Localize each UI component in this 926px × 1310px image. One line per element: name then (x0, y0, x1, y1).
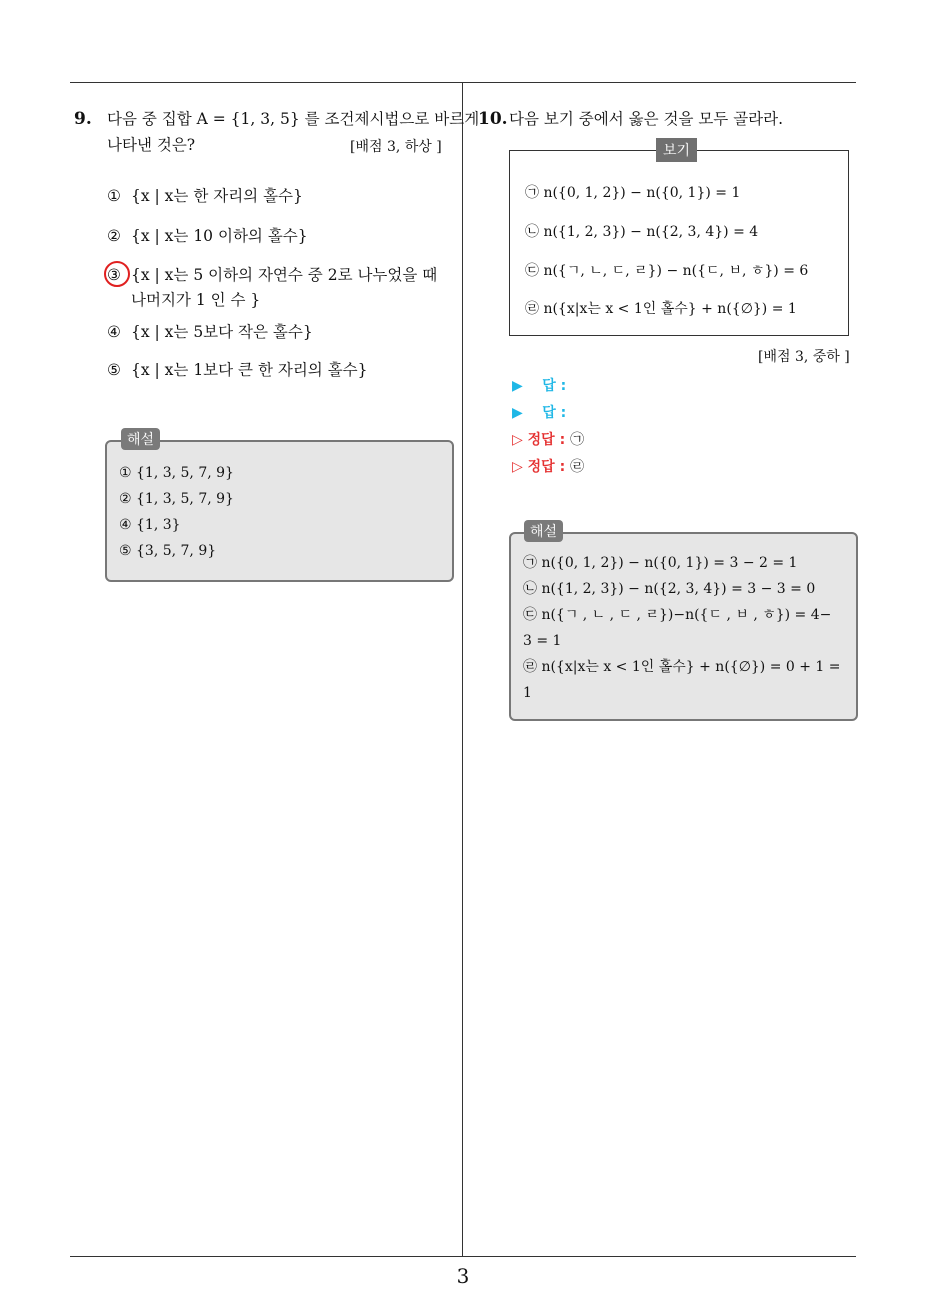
answer-row-1 (512, 375, 566, 395)
correct-answer-row-1 (512, 429, 584, 449)
choice-text: {x | x는 5 이하의 자연수 중 2로 나누었을 때 (131, 266, 438, 284)
answer-label: 정답 : (527, 432, 566, 448)
top-rule (70, 82, 856, 83)
q9-choice-2[interactable] (107, 224, 308, 246)
bogi-item: ㉢ n({ㄱ, ㄴ, ㄷ, ㄹ}) − n({ㄷ, ㅂ, ㅎ}) = 6 (525, 263, 809, 279)
page-number: 3 (456, 1264, 470, 1288)
q9-choice-1[interactable] (107, 184, 303, 206)
q9-solution-box (105, 440, 454, 582)
solution-line: 1 (523, 685, 532, 701)
answer-row-2 (512, 402, 566, 422)
solution-line: ㉢ n({ㄱ , ㄴ , ㄷ , ㄹ})−n({ㄷ , ㅂ , ㅎ}) = 4− (523, 607, 832, 623)
choice-text: {x | x는 한 자리의 홀수} (131, 187, 303, 205)
q9-choice-3[interactable] (107, 263, 437, 285)
solution-line: ① {1, 3, 5, 7, 9} (119, 465, 234, 481)
q9-choice-5[interactable] (107, 358, 368, 380)
solution-line: ⑤ {3, 5, 7, 9} (119, 543, 217, 559)
column-divider (462, 82, 463, 1257)
answer-label: 정답 : (527, 459, 566, 475)
play-marker-icon: ▶ (512, 378, 523, 394)
q10-text: 다음 보기 중에서 옳은 것을 모두 골라라. (509, 110, 784, 128)
choice-number: ② (107, 227, 121, 245)
solution-line: ② {1, 3, 5, 7, 9} (119, 491, 234, 507)
play-marker-icon: ▶ (512, 405, 523, 421)
solution-line: ㉣ n({x|x는 x < 1인 홀수} + n({∅}) = 0 + 1 = (523, 659, 841, 675)
q10-solution-tag: 해설 (524, 520, 563, 542)
q9-text-line2: 나타낸 것은? (107, 136, 196, 154)
choice-number: ④ (107, 323, 121, 341)
outline-marker-icon: ▷ (512, 459, 523, 475)
q9-text-line1: 다음 중 집합 A = {1, 3, 5} 를 조건제시법으로 바르게 (107, 110, 480, 128)
outline-marker-icon: ▷ (512, 432, 523, 448)
bottom-rule (70, 1256, 856, 1257)
answer-label: 답 : (542, 405, 567, 421)
correct-answer-row-2 (512, 456, 584, 476)
choice-text: {x | x는 10 이하의 홀수} (131, 227, 308, 245)
choice-number: ③ (107, 266, 121, 284)
solution-line: ④ {1, 3} (119, 517, 181, 533)
solution-line: ㉠ n({0, 1, 2}) − n({0, 1}) = 3 − 2 = 1 (523, 555, 798, 571)
q9-solution-tag: 해설 (121, 428, 160, 450)
choice-text: {x | x는 5보다 작은 홀수} (131, 323, 313, 341)
answer-label: 답 : (542, 378, 567, 394)
q9-number: 9. (74, 109, 92, 129)
answer-value: ㉠ (570, 432, 585, 448)
q10-solution-box (509, 532, 858, 721)
answer-value: ㉣ (570, 459, 585, 475)
bogi-item: ㉡ n({1, 2, 3}) − n({2, 3, 4}) = 4 (525, 224, 759, 240)
choice-number: ① (107, 187, 121, 205)
solution-line: 3 = 1 (523, 633, 562, 649)
q10-score: [배점 3, 중하 ] (758, 349, 850, 365)
choice-text: {x | x는 1보다 큰 한 자리의 홀수} (131, 361, 368, 379)
solution-line: ㉡ n({1, 2, 3}) − n({2, 3, 4}) = 3 − 3 = 0 (523, 581, 816, 597)
q9-choice-4[interactable] (107, 320, 313, 342)
bogi-item: ㉠ n({0, 1, 2}) − n({0, 1}) = 1 (525, 185, 741, 201)
q10-bogi-tag: 보기 (656, 138, 697, 162)
q10-number: 10. (478, 109, 508, 129)
bogi-item: ㉣ n({x|x는 x < 1인 홀수} + n({∅}) = 1 (525, 301, 797, 317)
q9-score: [배점 3, 하상 ] (350, 139, 442, 155)
q9-choice-3-line2: 나머지가 1 인 수 } (131, 291, 261, 309)
choice-number: ⑤ (107, 361, 121, 379)
